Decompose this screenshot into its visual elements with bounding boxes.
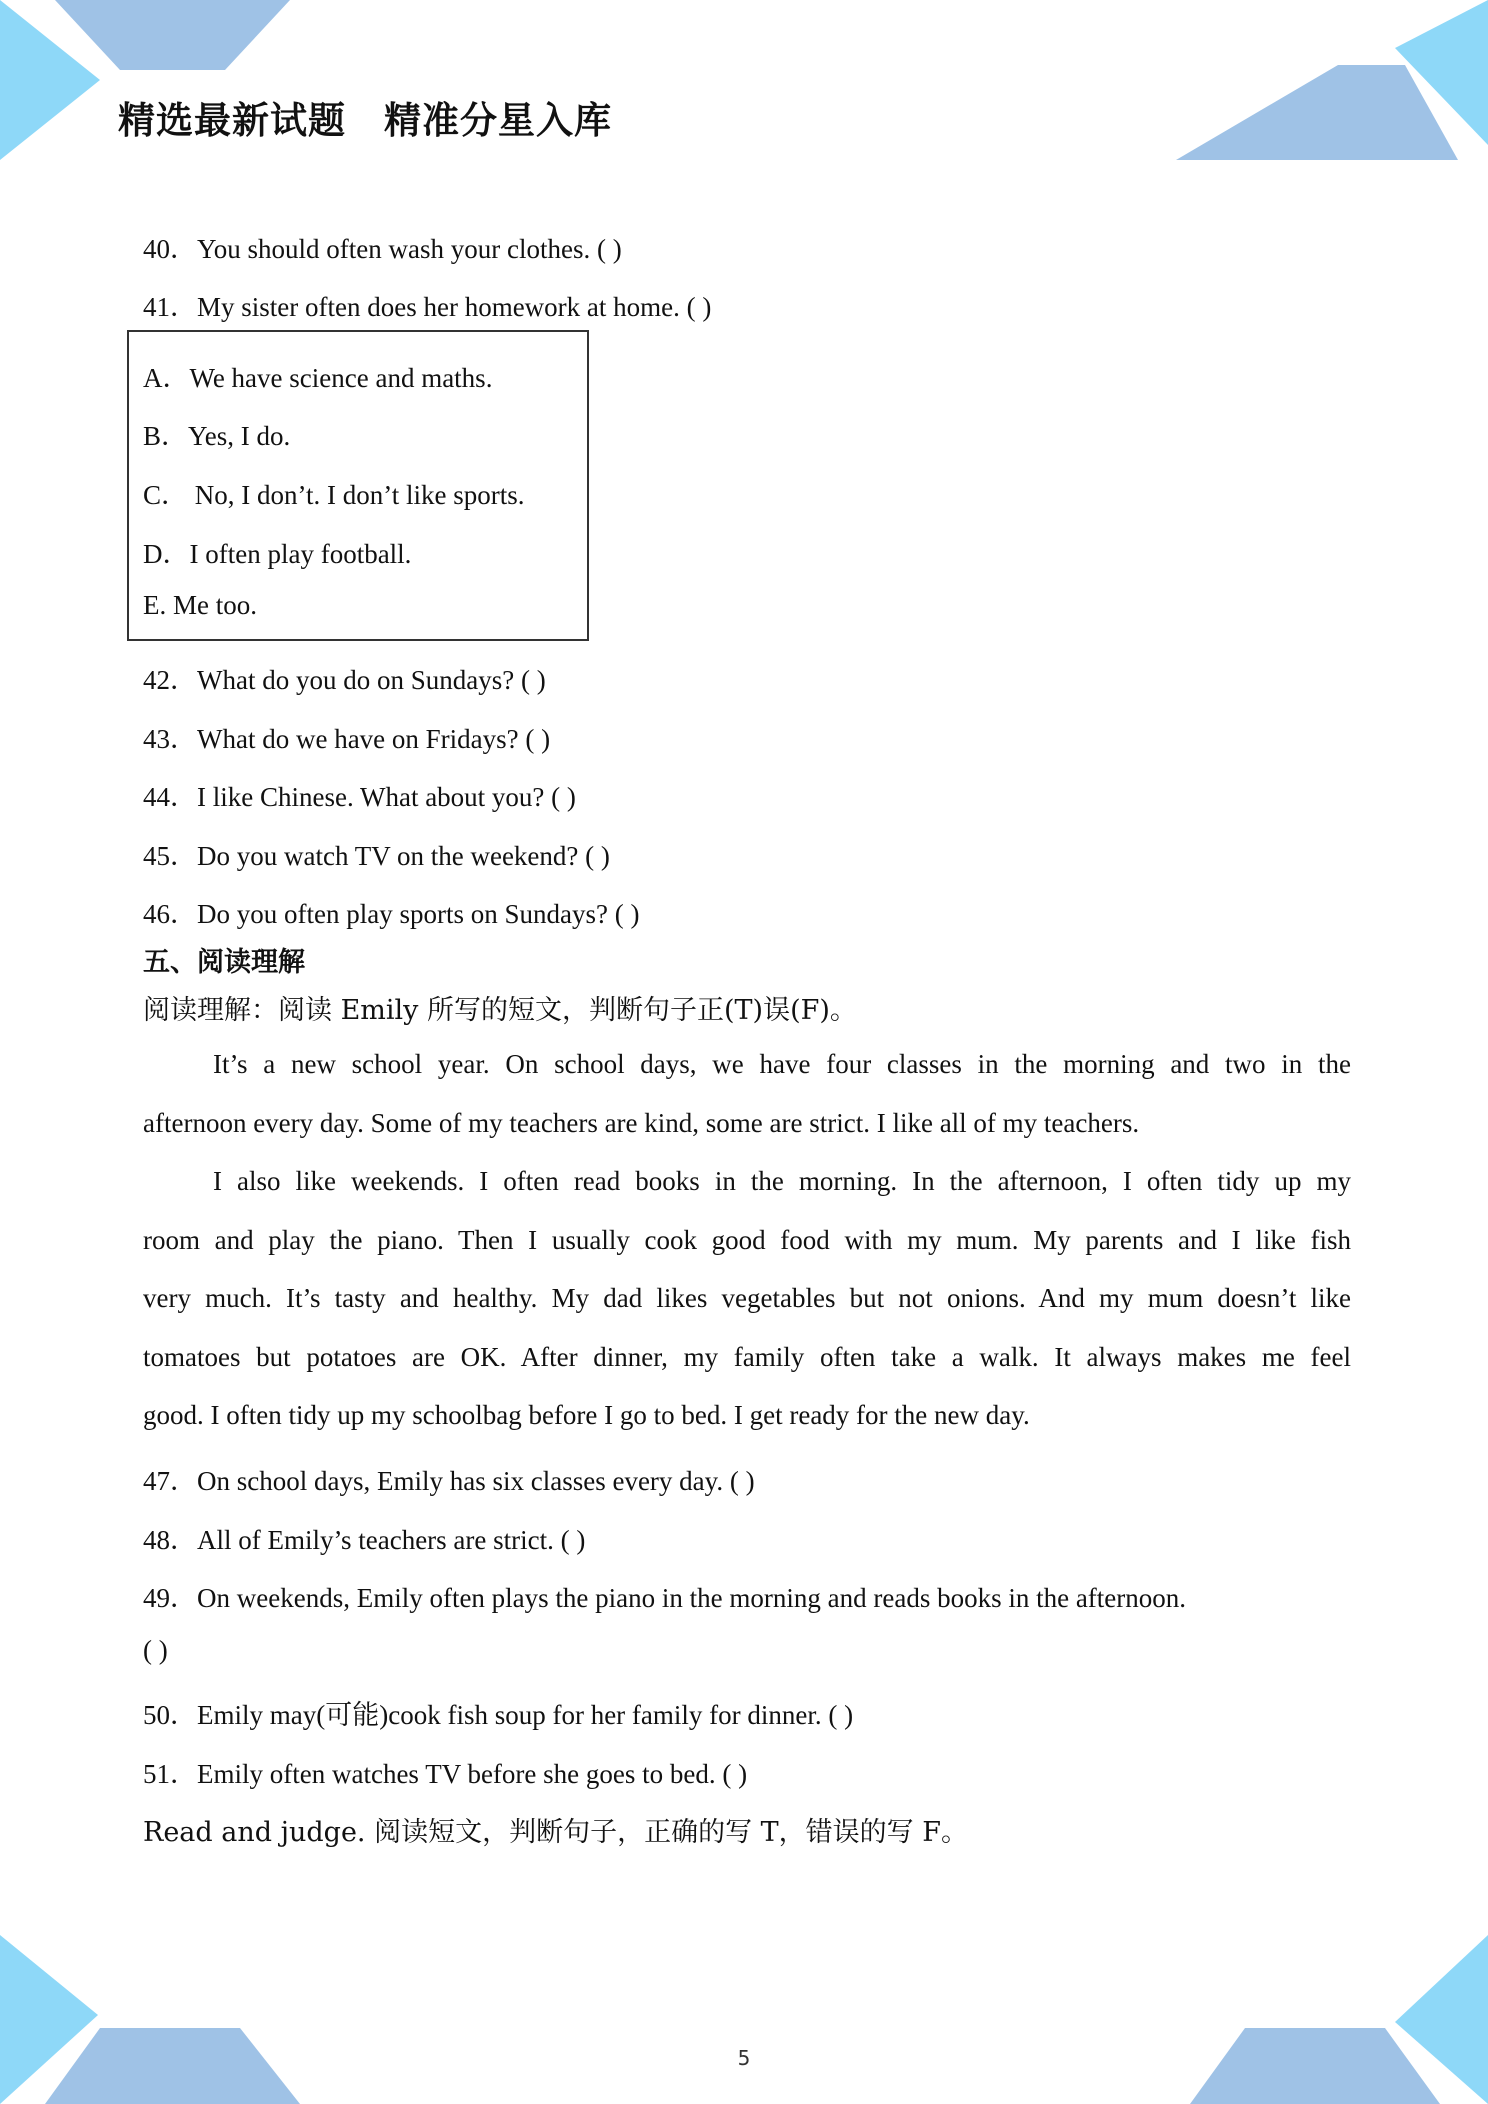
question-item [143, 227, 622, 266]
question-item [143, 1752, 747, 1791]
question-number: 48． [143, 1525, 197, 1555]
passage-line: afternoon every day. Some of my teachers are kind, some are strict. I like all of my teachers. [143, 1108, 1140, 1138]
question-number: 51． [143, 1759, 197, 1789]
option-a: A．We have science and maths. [143, 363, 493, 393]
question-number: 43． [143, 724, 197, 754]
question-item [143, 658, 546, 697]
passage-line: It’s a new school year. On school days, we have four classes in the morning and two in the [213, 1049, 1351, 1079]
header-title: 精选最新试题 精准分星入库 [118, 99, 612, 142]
question-text: Do you watch TV on the weekend? ( ) [197, 841, 610, 871]
question-number: 45． [143, 841, 197, 871]
question-item [143, 775, 576, 814]
question-item [143, 717, 550, 756]
section-heading: 五、阅读理解 [143, 947, 305, 978]
question-item [143, 285, 711, 324]
question-text: Do you often play sports on Sundays? ( ) [197, 899, 640, 929]
question-number: 49． [143, 1583, 197, 1613]
passage-line: I also like weekends. I often read books in the morning. In the afternoon, I often tidy up my [213, 1166, 1351, 1196]
question-number: 46． [143, 899, 197, 929]
passage-line: room and play the piano. Then I usually cook good food with my mum. My parents and I like fish [143, 1225, 1351, 1255]
section-instruction: 阅读理解：阅读 Emily 所写的短文，判断句子正(T)误(F)。 [143, 995, 857, 1026]
bottom-right-triangle [1395, 1935, 1488, 2104]
question-item [143, 1576, 1186, 1615]
read-and-judge-instruction: Read and judge. 阅读短文，判断句子，正确的写 T，错误的写 F。 [143, 1817, 969, 1848]
question-number: 40． [143, 234, 197, 264]
top-right-triangle [1395, 0, 1488, 145]
top-left-trapezoid [55, 0, 290, 70]
question-number: 42． [143, 665, 197, 695]
question-number: 47． [143, 1466, 197, 1496]
passage-line: tomatoes but potatoes are OK. After dinner, my family often take a walk. It always makes me feel [143, 1342, 1351, 1372]
question-text: My sister often does her homework at home. ( ) [197, 292, 712, 322]
question-number: 41． [143, 292, 197, 322]
question-text: I like Chinese. What about you? ( ) [197, 782, 576, 812]
question-text: On weekends, Emily often plays the piano in the morning and reads books in the afternoon. [197, 1583, 1187, 1613]
question-text: On school days, Emily has six classes every day. ( ) [197, 1466, 755, 1496]
question-text: Emily often watches TV before she goes to bed. ( ) [197, 1759, 748, 1789]
question-item [143, 1518, 585, 1557]
question-item [143, 834, 610, 873]
page-number: 5 [737, 2046, 751, 2070]
question-text: What do you do on Sundays? ( ) [197, 665, 546, 695]
question-item [143, 892, 639, 931]
question-text: All of Emily’s teachers are strict. ( ) [197, 1525, 586, 1555]
passage-line: good. I often tidy up my schoolbag before I go to bed. I get ready for the new day. [143, 1400, 1030, 1430]
passage-line: very much. It’s tasty and healthy. My dad likes vegetables but not onions. And my mum doesn’t like [143, 1283, 1351, 1313]
option-d: D．I often play football. [143, 539, 412, 569]
question-item [143, 1693, 853, 1732]
question-item [143, 1459, 755, 1498]
answer-blank-line [143, 1635, 168, 1666]
top-right-trapezoid [1176, 65, 1458, 160]
bottom-left-triangle [0, 1935, 98, 2104]
question-text: What do we have on Fridays? ( ) [197, 724, 551, 754]
option-c: C． No, I don’t. I don’t like sports. [143, 480, 525, 510]
question-number: 44． [143, 782, 197, 812]
question-text: Emily may(可能)cook fish soup for her family for dinner. ( ) [197, 1700, 854, 1730]
question-text: You should often wash your clothes. ( ) [197, 234, 622, 264]
answer-blank: ( ) [143, 1635, 168, 1665]
option-e: E. Me too. [143, 590, 257, 620]
answer-options-box [127, 330, 589, 641]
question-number: 50． [143, 1700, 197, 1730]
top-left-triangle [0, 0, 100, 160]
option-b: B．Yes, I do. [143, 421, 291, 451]
